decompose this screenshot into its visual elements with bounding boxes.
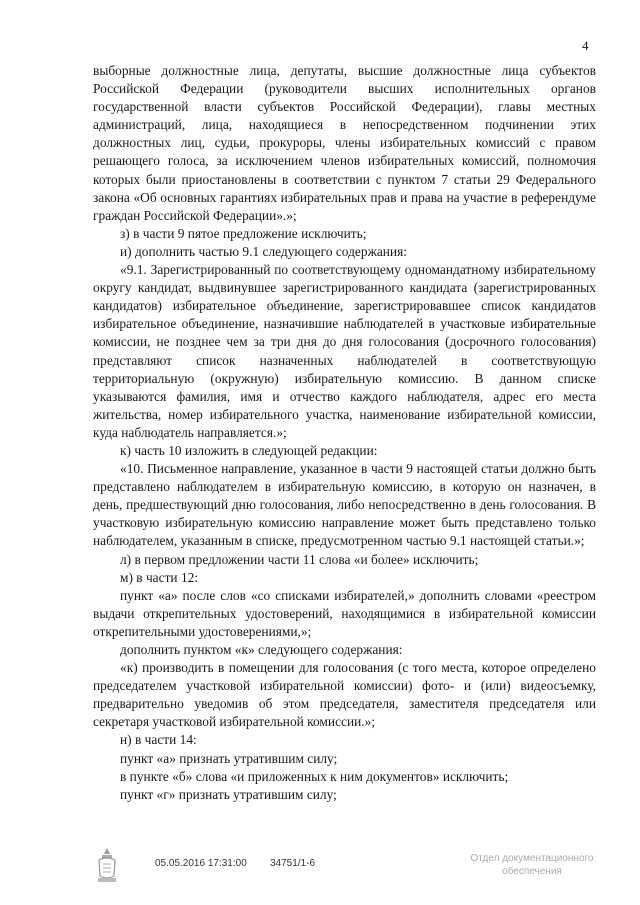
paragraph: дополнить пунктом «к» следующего содержания: [120,642,403,657]
paragraph: н) в части 14: [120,732,197,748]
department-stamp: Отдел документационного обеспечения [470,853,594,877]
document-body [93,62,596,804]
paragraph: «10. Письменное направление, указанное в части 9 настоящей статьи должно быть представлено наблюдателем в избирательную комиссию, в которую он назначен, в день, предшествующий дню голосования, либо непосредственно в день голосования. В участковую избирательную комиссию направление может быть представлено только наблюдателем, указанным в списке, предусмотренном частью 9.1 настоящей статьи.»; [93,461,596,549]
paragraph: з) в части 9 пятое предложение исключить; [120,225,367,241]
paragraph: пункт «а» после слов «со списками избирателей,» дополнить словами «реестром выдачи открепительных удостоверений, находящимися в избирательной комиссии открепительными удостоверениями,»; [93,587,596,639]
paragraph: и) дополнить частью 9.1 следующего содержания: [120,243,407,259]
document-number: 34751/1-6 [270,858,316,869]
page-number: 4 [582,38,589,53]
paragraph: пункт «г» признать утратившим силу; [120,786,337,802]
registration-datetime: 05.05.2016 17:31:00 [155,858,247,869]
paragraph: к) часть 10 изложить в следующей редакции: [120,442,378,458]
emblem-icon [95,846,119,884]
paragraph: «к) производить в помещении для голосования (с того места, которое определено председателем участковой избирательной комиссии) фото- и (или) видеосъемку, предварительно уведомив об этом председателя, заместителя председателя или секретаря участковой избирательной комиссии.»; [93,660,596,730]
paragraph: пункт «а» признать утратившим силу; [120,750,338,766]
paragraph: в пункте «б» слова «и приложенных к ним документов» исключить; [120,768,509,784]
paragraph: «9.1. Зарегистрированный по соответствующему одномандатному избирательному округу кандидат, выдвинувшее зарегистрированного кандидата (зарегистрированных кандидатов) избирательное объединение, зарегистрировавшее список кандидатов избирательное объединение, назначившие наблюдателей в участковые избирательные комиссии, не позднее чем за три дня до дня голосования (досрочного голосования) представляют список назначенных наблюдателей в соответствующую территориальную (окружную) избирательную комиссию. В данном списке указываются фамилия, имя и отчество каждого наблюдателя, адрес его места жительства, номер избирательного участка, наименование избирательной комиссии, куда наблюдатель направляется.»; [93,262,596,440]
paragraph: л) в первом предложении части 11 слова «и более» исключить; [120,551,479,567]
paragraph: выборные должностные лица, депутаты, высшие должностные лица субъектов Российской Федерации (руководители высших исполнительных органов государственной власти субъектов Российской Федерации), главы местных администраций, лица, находящиеся в непосредственном подчинении этих должностных лиц, судьи, прокуроры, члены избирательных комиссий с правом решающего голоса, за исключением членов избирательных комиссий, полномочия которых были приостановлены в соответствии с пунктом 7 статьи 29 Федерального закона «Об основных гарантиях избирательных прав и права на участие в референдуме граждан Российской Федерации».»; [93,63,596,223]
paragraph: м) в части 12: [120,569,199,585]
